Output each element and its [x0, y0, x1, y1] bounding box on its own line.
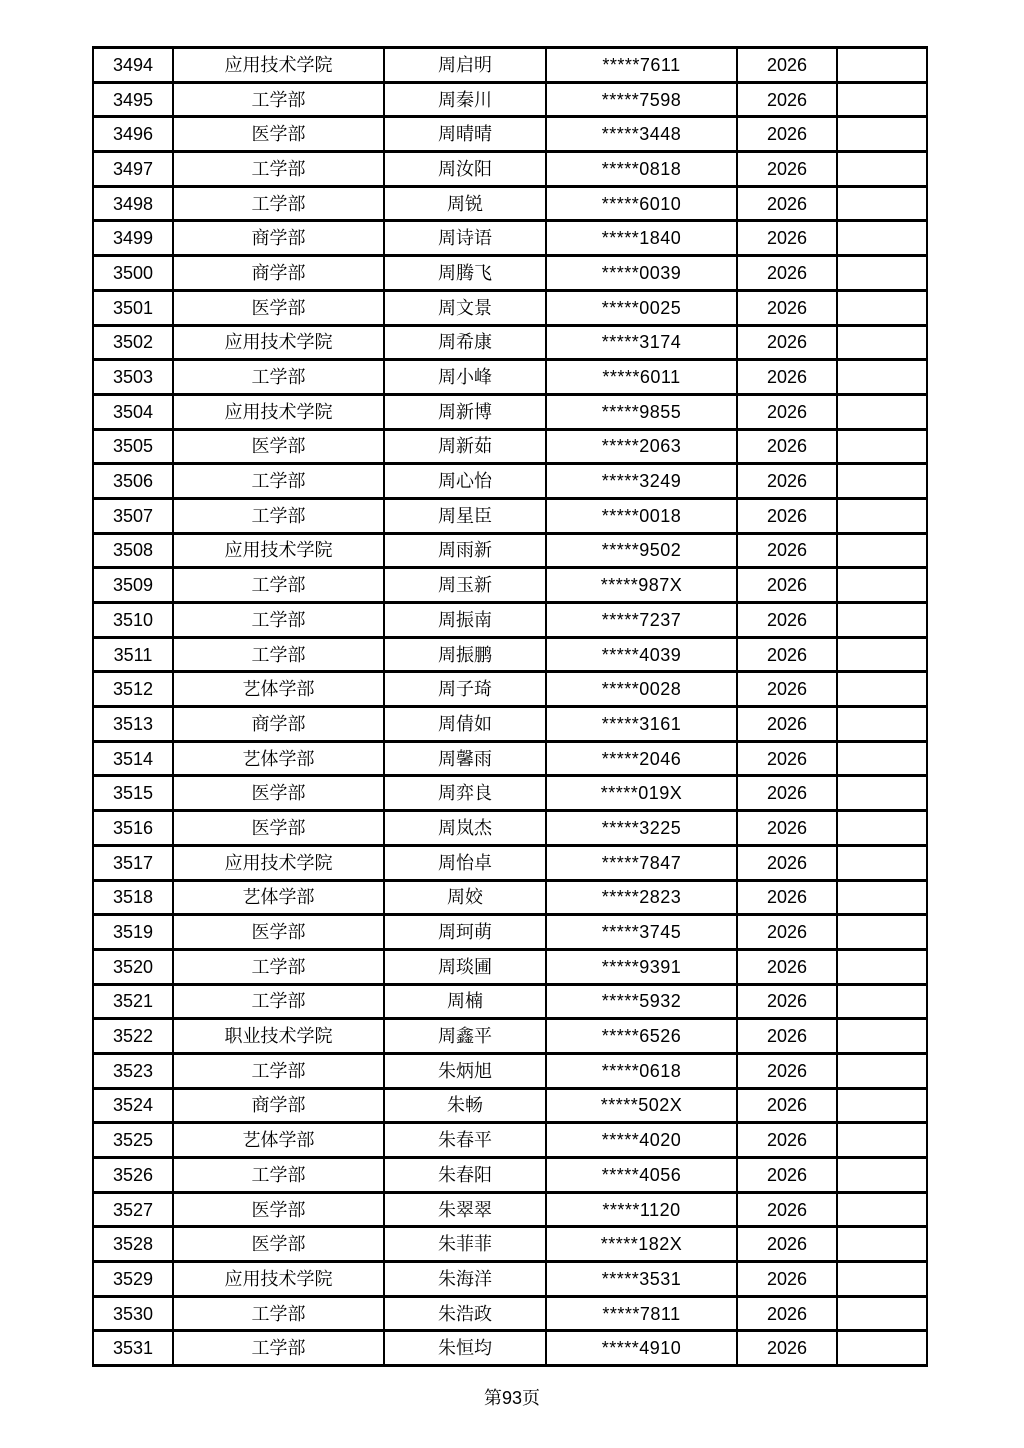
masked-id-cell: *****3531: [546, 1262, 737, 1297]
empty-note-cell: [837, 1262, 927, 1297]
empty-note-cell: [837, 186, 927, 221]
masked-id-cell: *****0025: [546, 290, 737, 325]
student-name-cell: 周子琦: [384, 672, 546, 707]
roster-row: [93, 48, 927, 83]
serial-number-cell: 3514: [93, 741, 173, 776]
serial-number-cell: 3518: [93, 880, 173, 915]
year-cell: 2026: [737, 256, 837, 291]
year-cell: 2026: [737, 949, 837, 984]
student-name-cell: 朱恒均: [384, 1331, 546, 1366]
department-cell: 应用技术学院: [173, 845, 384, 880]
serial-number-cell: 3500: [93, 256, 173, 291]
department-cell: 工学部: [173, 186, 384, 221]
masked-id-cell: *****7811: [546, 1296, 737, 1331]
empty-note-cell: [837, 811, 927, 846]
serial-number-cell: 3525: [93, 1123, 173, 1158]
serial-number-cell: 3528: [93, 1227, 173, 1262]
empty-note-cell: [837, 776, 927, 811]
serial-number-cell: 3497: [93, 152, 173, 187]
student-name-cell: 周启明: [384, 48, 546, 83]
student-name-cell: 朱海洋: [384, 1262, 546, 1297]
student-name-cell: 朱畅: [384, 1088, 546, 1123]
serial-number-cell: 3517: [93, 845, 173, 880]
student-name-cell: 周小峰: [384, 360, 546, 395]
masked-id-cell: *****4039: [546, 637, 737, 672]
department-cell: 工学部: [173, 568, 384, 603]
empty-note-cell: [837, 256, 927, 291]
empty-note-cell: [837, 845, 927, 880]
masked-id-cell: *****1120: [546, 1192, 737, 1227]
student-name-cell: 周诗语: [384, 221, 546, 256]
empty-note-cell: [837, 1296, 927, 1331]
serial-number-cell: 3505: [93, 429, 173, 464]
empty-note-cell: [837, 707, 927, 742]
year-cell: 2026: [737, 707, 837, 742]
serial-number-cell: 3516: [93, 811, 173, 846]
department-cell: 工学部: [173, 637, 384, 672]
department-cell: 医学部: [173, 1192, 384, 1227]
year-cell: 2026: [737, 741, 837, 776]
year-cell: 2026: [737, 82, 837, 117]
empty-note-cell: [837, 1331, 927, 1366]
empty-note-cell: [837, 152, 927, 187]
student-name-cell: 周珂萌: [384, 915, 546, 950]
student-name-cell: 周心怡: [384, 464, 546, 499]
year-cell: 2026: [737, 568, 837, 603]
empty-note-cell: [837, 1158, 927, 1193]
department-cell: 工学部: [173, 984, 384, 1019]
department-cell: 工学部: [173, 360, 384, 395]
empty-note-cell: [837, 394, 927, 429]
masked-id-cell: *****3161: [546, 707, 737, 742]
roster-row: [93, 464, 927, 499]
roster-row: [93, 949, 927, 984]
empty-note-cell: [837, 637, 927, 672]
roster-row: [93, 1123, 927, 1158]
empty-note-cell: [837, 325, 927, 360]
year-cell: 2026: [737, 845, 837, 880]
masked-id-cell: *****182X: [546, 1227, 737, 1262]
roster-row: [93, 325, 927, 360]
roster-row: [93, 776, 927, 811]
department-cell: 职业技术学院: [173, 1019, 384, 1054]
serial-number-cell: 3510: [93, 603, 173, 638]
roster-row: [93, 637, 927, 672]
year-cell: 2026: [737, 1296, 837, 1331]
year-cell: 2026: [737, 1019, 837, 1054]
roster-row: [93, 221, 927, 256]
student-name-cell: 周锐: [384, 186, 546, 221]
year-cell: 2026: [737, 290, 837, 325]
department-cell: 应用技术学院: [173, 1262, 384, 1297]
year-cell: 2026: [737, 1192, 837, 1227]
year-cell: 2026: [737, 152, 837, 187]
department-cell: 医学部: [173, 429, 384, 464]
masked-id-cell: *****9391: [546, 949, 737, 984]
masked-id-cell: *****3745: [546, 915, 737, 950]
year-cell: 2026: [737, 48, 837, 83]
serial-number-cell: 3530: [93, 1296, 173, 1331]
student-name-cell: 周新茹: [384, 429, 546, 464]
year-cell: 2026: [737, 429, 837, 464]
masked-id-cell: *****0039: [546, 256, 737, 291]
roster-row: [93, 429, 927, 464]
department-cell: 艺体学部: [173, 880, 384, 915]
masked-id-cell: *****3448: [546, 117, 737, 152]
roster-row: [93, 1262, 927, 1297]
year-cell: 2026: [737, 1331, 837, 1366]
serial-number-cell: 3515: [93, 776, 173, 811]
serial-number-cell: 3520: [93, 949, 173, 984]
roster-row: [93, 1192, 927, 1227]
empty-note-cell: [837, 603, 927, 638]
empty-note-cell: [837, 360, 927, 395]
student-name-cell: 周玉新: [384, 568, 546, 603]
roster-row: [93, 568, 927, 603]
masked-id-cell: *****7847: [546, 845, 737, 880]
year-cell: 2026: [737, 776, 837, 811]
department-cell: 工学部: [173, 464, 384, 499]
serial-number-cell: 3526: [93, 1158, 173, 1193]
student-name-cell: 周振鹏: [384, 637, 546, 672]
student-name-cell: 朱春阳: [384, 1158, 546, 1193]
year-cell: 2026: [737, 1262, 837, 1297]
masked-id-cell: *****0028: [546, 672, 737, 707]
serial-number-cell: 3496: [93, 117, 173, 152]
serial-number-cell: 3531: [93, 1331, 173, 1366]
empty-note-cell: [837, 290, 927, 325]
department-cell: 工学部: [173, 1331, 384, 1366]
department-cell: 艺体学部: [173, 741, 384, 776]
empty-note-cell: [837, 672, 927, 707]
empty-note-cell: [837, 533, 927, 568]
year-cell: 2026: [737, 533, 837, 568]
roster-table-body: [93, 48, 927, 1366]
department-cell: 工学部: [173, 152, 384, 187]
year-cell: 2026: [737, 117, 837, 152]
empty-note-cell: [837, 464, 927, 499]
year-cell: 2026: [737, 1053, 837, 1088]
masked-id-cell: *****2063: [546, 429, 737, 464]
department-cell: 医学部: [173, 776, 384, 811]
roster-row: [93, 984, 927, 1019]
serial-number-cell: 3529: [93, 1262, 173, 1297]
student-name-cell: 周振南: [384, 603, 546, 638]
year-cell: 2026: [737, 360, 837, 395]
year-cell: 2026: [737, 915, 837, 950]
student-name-cell: 周腾飞: [384, 256, 546, 291]
masked-id-cell: *****502X: [546, 1088, 737, 1123]
masked-id-cell: *****4020: [546, 1123, 737, 1158]
year-cell: 2026: [737, 984, 837, 1019]
roster-row: [93, 533, 927, 568]
department-cell: 工学部: [173, 1296, 384, 1331]
empty-note-cell: [837, 741, 927, 776]
year-cell: 2026: [737, 1227, 837, 1262]
student-name-cell: 周文景: [384, 290, 546, 325]
roster-row: [93, 186, 927, 221]
serial-number-cell: 3494: [93, 48, 173, 83]
department-cell: 医学部: [173, 915, 384, 950]
student-name-cell: 朱翠翠: [384, 1192, 546, 1227]
roster-row: [93, 82, 927, 117]
year-cell: 2026: [737, 1123, 837, 1158]
student-roster-table: [92, 46, 928, 1367]
roster-row: [93, 152, 927, 187]
year-cell: 2026: [737, 394, 837, 429]
department-cell: 商学部: [173, 221, 384, 256]
masked-id-cell: *****3249: [546, 464, 737, 499]
roster-row: [93, 1227, 927, 1262]
roster-row: [93, 1053, 927, 1088]
student-name-cell: 周琰圃: [384, 949, 546, 984]
serial-number-cell: 3495: [93, 82, 173, 117]
empty-note-cell: [837, 82, 927, 117]
roster-row: [93, 845, 927, 880]
empty-note-cell: [837, 949, 927, 984]
masked-id-cell: *****9502: [546, 533, 737, 568]
masked-id-cell: *****5932: [546, 984, 737, 1019]
year-cell: 2026: [737, 811, 837, 846]
masked-id-cell: *****9855: [546, 394, 737, 429]
student-name-cell: 周希康: [384, 325, 546, 360]
empty-note-cell: [837, 1019, 927, 1054]
masked-id-cell: *****2046: [546, 741, 737, 776]
serial-number-cell: 3506: [93, 464, 173, 499]
student-name-cell: 朱浩政: [384, 1296, 546, 1331]
roster-row: [93, 707, 927, 742]
masked-id-cell: *****7598: [546, 82, 737, 117]
department-cell: 艺体学部: [173, 1123, 384, 1158]
serial-number-cell: 3504: [93, 394, 173, 429]
masked-id-cell: *****1840: [546, 221, 737, 256]
department-cell: 工学部: [173, 1158, 384, 1193]
serial-number-cell: 3523: [93, 1053, 173, 1088]
year-cell: 2026: [737, 672, 837, 707]
empty-note-cell: [837, 48, 927, 83]
student-name-cell: 周倩如: [384, 707, 546, 742]
masked-id-cell: *****7611: [546, 48, 737, 83]
roster-row: [93, 1019, 927, 1054]
empty-note-cell: [837, 1053, 927, 1088]
empty-note-cell: [837, 568, 927, 603]
student-name-cell: 朱春平: [384, 1123, 546, 1158]
student-name-cell: 周秦川: [384, 82, 546, 117]
department-cell: 工学部: [173, 603, 384, 638]
roster-row: [93, 498, 927, 533]
empty-note-cell: [837, 1227, 927, 1262]
department-cell: 工学部: [173, 498, 384, 533]
roster-row: [93, 603, 927, 638]
empty-note-cell: [837, 1123, 927, 1158]
student-name-cell: 周怡卓: [384, 845, 546, 880]
student-name-cell: 周晴晴: [384, 117, 546, 152]
department-cell: 医学部: [173, 1227, 384, 1262]
serial-number-cell: 3519: [93, 915, 173, 950]
empty-note-cell: [837, 1088, 927, 1123]
masked-id-cell: *****0018: [546, 498, 737, 533]
student-name-cell: 周汝阳: [384, 152, 546, 187]
roster-row: [93, 1296, 927, 1331]
masked-id-cell: *****6010: [546, 186, 737, 221]
page-number: 第93页: [483, 1388, 541, 1408]
student-name-cell: 朱菲菲: [384, 1227, 546, 1262]
student-name-cell: 周雨新: [384, 533, 546, 568]
masked-id-cell: *****6526: [546, 1019, 737, 1054]
year-cell: 2026: [737, 498, 837, 533]
roster-row: [93, 1331, 927, 1366]
student-name-cell: 周星臣: [384, 498, 546, 533]
masked-id-cell: *****987X: [546, 568, 737, 603]
serial-number-cell: 3511: [93, 637, 173, 672]
masked-id-cell: *****3225: [546, 811, 737, 846]
masked-id-cell: *****6011: [546, 360, 737, 395]
year-cell: 2026: [737, 325, 837, 360]
department-cell: 工学部: [173, 82, 384, 117]
masked-id-cell: *****4056: [546, 1158, 737, 1193]
roster-row: [93, 360, 927, 395]
year-cell: 2026: [737, 464, 837, 499]
empty-note-cell: [837, 915, 927, 950]
serial-number-cell: 3512: [93, 672, 173, 707]
roster-row: [93, 1158, 927, 1193]
student-name-cell: 周鑫平: [384, 1019, 546, 1054]
student-name-cell: 周姣: [384, 880, 546, 915]
roster-row: [93, 256, 927, 291]
roster-row: [93, 741, 927, 776]
student-name-cell: 周弈良: [384, 776, 546, 811]
department-cell: 应用技术学院: [173, 48, 384, 83]
serial-number-cell: 3527: [93, 1192, 173, 1227]
roster-row: [93, 672, 927, 707]
masked-id-cell: *****0818: [546, 152, 737, 187]
serial-number-cell: 3508: [93, 533, 173, 568]
serial-number-cell: 3503: [93, 360, 173, 395]
roster-row: [93, 811, 927, 846]
department-cell: 应用技术学院: [173, 325, 384, 360]
year-cell: 2026: [737, 221, 837, 256]
year-cell: 2026: [737, 1158, 837, 1193]
empty-note-cell: [837, 1192, 927, 1227]
roster-row: [93, 117, 927, 152]
masked-id-cell: *****7237: [546, 603, 737, 638]
student-name-cell: 周馨雨: [384, 741, 546, 776]
roster-row: [93, 394, 927, 429]
empty-note-cell: [837, 429, 927, 464]
department-cell: 工学部: [173, 949, 384, 984]
student-name-cell: 朱炳旭: [384, 1053, 546, 1088]
department-cell: 应用技术学院: [173, 533, 384, 568]
department-cell: 商学部: [173, 256, 384, 291]
roster-row: [93, 1088, 927, 1123]
department-cell: 医学部: [173, 811, 384, 846]
year-cell: 2026: [737, 637, 837, 672]
department-cell: 医学部: [173, 117, 384, 152]
serial-number-cell: 3502: [93, 325, 173, 360]
serial-number-cell: 3509: [93, 568, 173, 603]
empty-note-cell: [837, 498, 927, 533]
year-cell: 2026: [737, 880, 837, 915]
serial-number-cell: 3522: [93, 1019, 173, 1054]
serial-number-cell: 3513: [93, 707, 173, 742]
department-cell: 商学部: [173, 1088, 384, 1123]
student-name-cell: 周新博: [384, 394, 546, 429]
year-cell: 2026: [737, 603, 837, 638]
department-cell: 医学部: [173, 290, 384, 325]
year-cell: 2026: [737, 1088, 837, 1123]
department-cell: 工学部: [173, 1053, 384, 1088]
department-cell: 艺体学部: [173, 672, 384, 707]
serial-number-cell: 3499: [93, 221, 173, 256]
roster-row: [93, 290, 927, 325]
department-cell: 商学部: [173, 707, 384, 742]
masked-id-cell: *****0618: [546, 1053, 737, 1088]
serial-number-cell: 3507: [93, 498, 173, 533]
year-cell: 2026: [737, 186, 837, 221]
empty-note-cell: [837, 117, 927, 152]
roster-row: [93, 880, 927, 915]
empty-note-cell: [837, 880, 927, 915]
department-cell: 应用技术学院: [173, 394, 384, 429]
serial-number-cell: 3524: [93, 1088, 173, 1123]
serial-number-cell: 3521: [93, 984, 173, 1019]
masked-id-cell: *****3174: [546, 325, 737, 360]
empty-note-cell: [837, 221, 927, 256]
student-name-cell: 周楠: [384, 984, 546, 1019]
masked-id-cell: *****019X: [546, 776, 737, 811]
serial-number-cell: 3498: [93, 186, 173, 221]
masked-id-cell: *****4910: [546, 1331, 737, 1366]
empty-note-cell: [837, 984, 927, 1019]
roster-row: [93, 915, 927, 950]
student-name-cell: 周岚杰: [384, 811, 546, 846]
serial-number-cell: 3501: [93, 290, 173, 325]
masked-id-cell: *****2823: [546, 880, 737, 915]
